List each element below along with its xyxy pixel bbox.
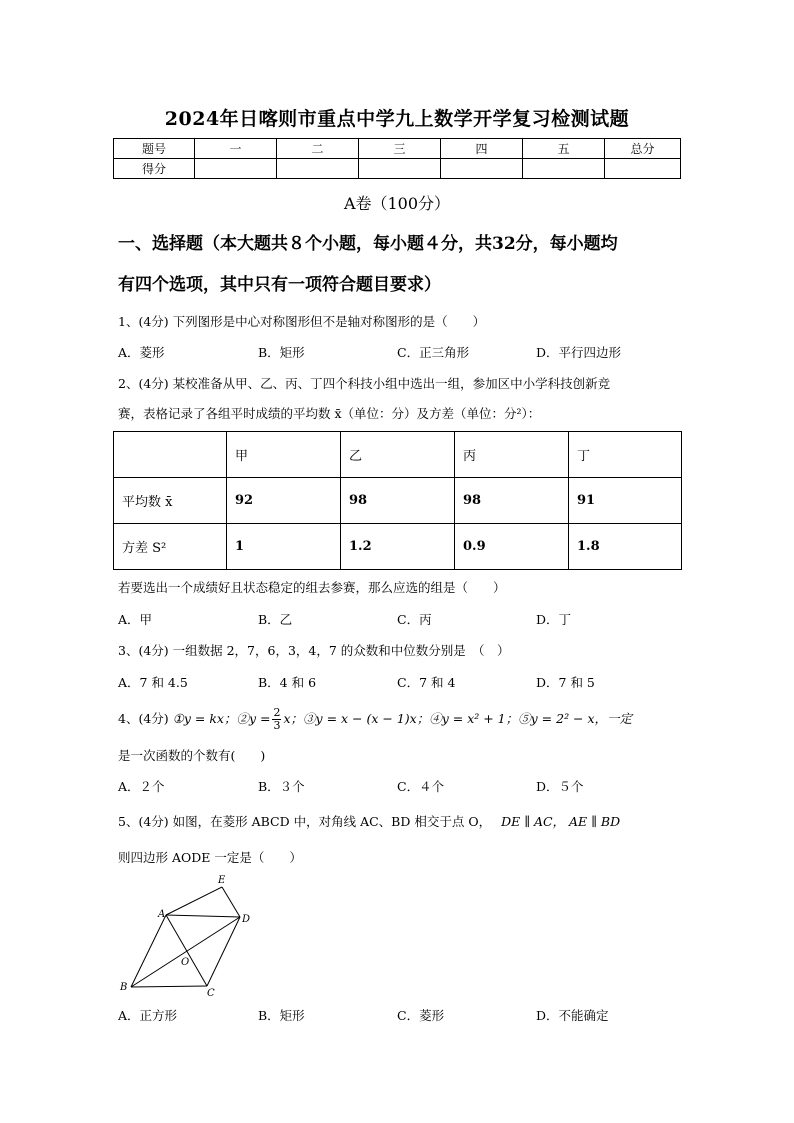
score-table — [113, 138, 681, 179]
score-input-cell — [359, 159, 441, 179]
score-cell: 四 — [441, 139, 523, 159]
q2-table-variance-row — [114, 524, 682, 570]
label-e: E — [218, 875, 226, 886]
segment-ae — [166, 887, 222, 915]
q1-option-c: C．正三角形 — [397, 345, 470, 360]
score-cell: 总分 — [605, 139, 681, 159]
q4-eq1: ①y = kx； — [172, 711, 237, 726]
q2-option-b: B．乙 — [258, 612, 293, 627]
q2-table-header-cell: 丁 — [569, 432, 682, 478]
q4-frac-den: 3 — [273, 719, 281, 732]
q4-stem-line1 — [118, 704, 688, 734]
segment-bc — [131, 986, 207, 987]
q2-table-row-label: 平均数 x̄ — [114, 478, 227, 524]
q2-stem-line2: 赛，表格记录了各组平时成绩的平均数 x̄（单位：分）及方差（单位：分²）： — [118, 406, 541, 421]
q2-table-cell: 1 — [227, 524, 341, 570]
q4-option-b: B．３个 — [258, 779, 305, 794]
score-table-header-row — [114, 139, 681, 159]
exam-title: 2024年日喀则市重点中学九上数学开学复习检测试题 — [164, 108, 630, 130]
score-input-cell — [523, 159, 605, 179]
q2-stem-line1: 2、(4分) 某校准备从甲、乙、丙、丁四个科技小组中选出一组，参加区中小学科技创新竞 — [118, 376, 611, 391]
q2-table-row-label: 方差 S² — [114, 524, 227, 570]
label-b: B — [120, 982, 128, 993]
q2-table-cell: 0.9 — [455, 524, 569, 570]
q4-options — [118, 777, 688, 797]
q2-table-cell: 1.2 — [341, 524, 455, 570]
q2-option-d: D．丁 — [536, 612, 572, 627]
score-cell: 一 — [195, 139, 277, 159]
q5-options — [118, 1006, 688, 1026]
q3-option-d: D．7 和 5 — [536, 675, 595, 690]
part1-heading-line2: 有四个选项，其中只有一项符合题目要求） — [118, 275, 441, 295]
q5-stem-line1: 5、(4分) 如图，在菱形 ABCD 中，对角线 AC、BD 相交于点 O， — [118, 814, 492, 829]
q2-table-header-cell: 甲 — [227, 432, 341, 478]
q1-stem: 1、(4分) 下列图形是中心对称图形但不是轴对称图形的是（ ） — [118, 314, 486, 329]
q2-table-mean-row — [114, 478, 682, 524]
q4-eq3: ③y = x − (x − 1)x； — [303, 711, 430, 726]
q4-option-d: D．５个 — [536, 779, 584, 794]
q3-stem: 3、(4分) 一组数据 2，7，6，3，4，7 的众数和中位数分别是 （ ） — [118, 643, 510, 658]
score-row-label: 得分 — [114, 159, 195, 179]
q1-option-d: D．平行四边形 — [536, 345, 622, 360]
label-a: A — [158, 909, 166, 920]
label-d: D — [242, 914, 251, 925]
q5-option-b: B．矩形 — [258, 1008, 305, 1023]
q2-table-header-cell: 丙 — [455, 432, 569, 478]
q2-option-c: C．丙 — [397, 612, 432, 627]
q2-table-cell: 92 — [227, 478, 341, 524]
score-input-cell — [605, 159, 681, 179]
q5-option-c: C．菱形 — [397, 1008, 445, 1023]
score-cell: 题号 — [114, 139, 195, 159]
segment-da — [166, 915, 240, 917]
q2-table-header-row — [114, 432, 682, 478]
q2-data-table — [113, 431, 682, 570]
q1-options — [118, 343, 688, 363]
q4-eq5: ⑤y = 2² − x，一定 — [518, 711, 633, 726]
q3-option-a: A．7 和 4.5 — [118, 675, 188, 690]
score-input-cell — [441, 159, 523, 179]
q2-table-header-cell: 乙 — [341, 432, 455, 478]
label-o: O — [181, 957, 190, 968]
q5-stem-cond: DE ∥ AC， AE ∥ BD — [501, 814, 621, 829]
q5-stem-line1-wrap — [118, 812, 688, 832]
label-c: C — [207, 988, 215, 998]
score-input-cell — [277, 159, 359, 179]
score-input-cell — [195, 159, 277, 179]
q5-option-a: A．正方形 — [118, 1008, 178, 1023]
q4-eq2b: x； — [283, 711, 304, 726]
score-cell: 五 — [523, 139, 605, 159]
score-table-score-row — [114, 159, 681, 179]
rhombus-figure — [118, 872, 258, 998]
q4-option-c: C．４个 — [397, 779, 445, 794]
score-cell: 二 — [277, 139, 359, 159]
q2-table-cell: 1.8 — [569, 524, 682, 570]
segment-de — [222, 887, 240, 917]
q2-options — [118, 610, 688, 630]
q4-fraction — [272, 707, 281, 732]
q4-eq4: ④y = x² + 1； — [429, 711, 519, 726]
q3-option-b: B．4 和 6 — [258, 675, 317, 690]
segment-ac — [166, 915, 207, 986]
q3-option-c: C．7 和 4 — [397, 675, 456, 690]
q2-table-cell: 98 — [455, 478, 569, 524]
q3-options — [118, 673, 688, 693]
q1-option-a: A．菱形 — [118, 345, 165, 360]
q2-option-a: A．甲 — [118, 612, 153, 627]
q2-follow: 若要选出一个成绩好且状态稳定的组去参赛，那么应选的组是（ ） — [118, 580, 506, 595]
q1-option-b: B．矩形 — [258, 345, 305, 360]
part1-heading-line1: 一、选择题（本大题共８个小题，每小题４分，共32分，每小题均 — [118, 234, 618, 254]
score-cell: 三 — [359, 139, 441, 159]
q4-option-a: A．２个 — [118, 779, 165, 794]
q2-table-corner — [114, 432, 227, 478]
q4-stem-line2: 是一次函数的个数有( ) — [118, 748, 266, 763]
q4-frac-num: 2 — [273, 706, 281, 719]
q4-eq2a: ②y = — [236, 711, 271, 726]
q2-table-cell: 91 — [569, 478, 682, 524]
q5-option-d: D．不能确定 — [536, 1008, 609, 1023]
section-a-heading: A卷（100分） — [343, 194, 451, 213]
q4-stem-start: 4、(4分) — [118, 711, 173, 726]
q2-table-cell: 98 — [341, 478, 455, 524]
q5-stem-line2: 则四边形 AODE 一定是（ ） — [118, 850, 302, 865]
